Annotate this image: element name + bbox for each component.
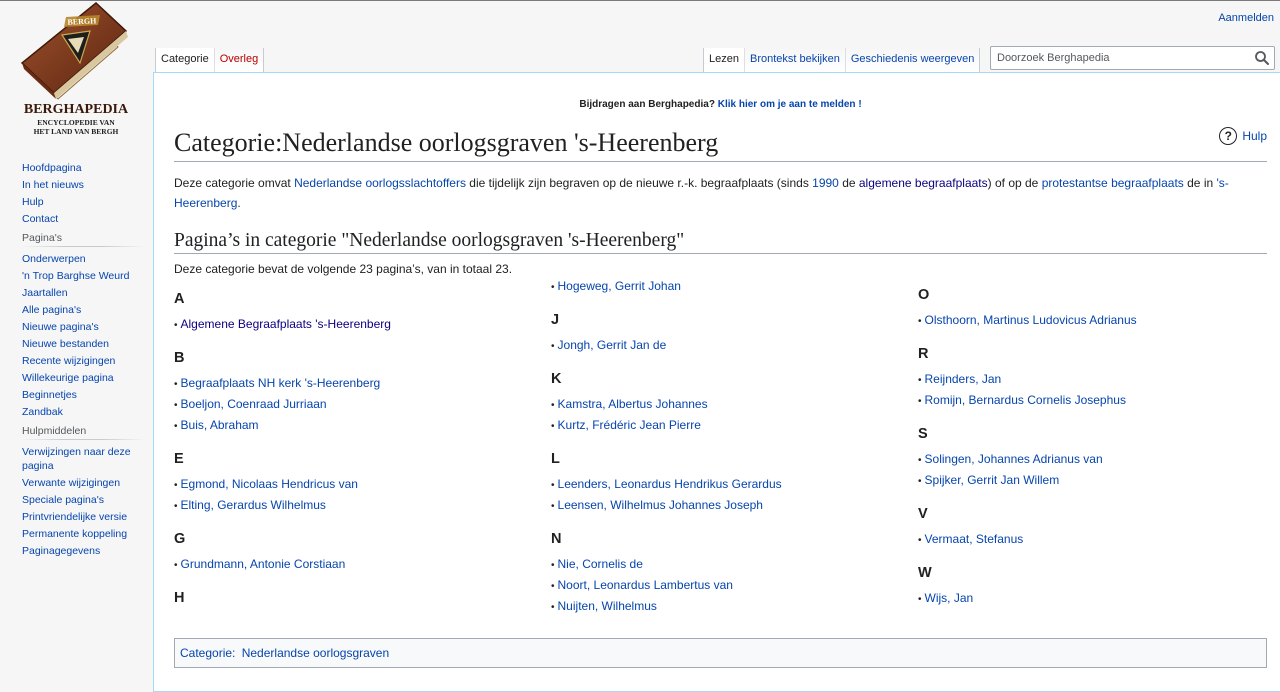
- tab-read[interactable]: Lezen: [703, 48, 744, 72]
- intro-text: de: [838, 176, 859, 191]
- intro-text: .: [237, 196, 241, 211]
- letter-heading: O: [918, 287, 930, 304]
- sidebar-item[interactable]: 'n Trop Barghse Weurd: [22, 270, 130, 282]
- letter-heading: G: [174, 531, 186, 548]
- category-member-link[interactable]: • Vermaat, Stefanus: [918, 529, 1137, 550]
- letter-heading: V: [918, 506, 928, 523]
- category-member-link[interactable]: • Leensen, Wilhelmus Johannes Joseph: [551, 495, 782, 516]
- category-description: [174, 173, 1267, 213]
- site-notice-link[interactable]: Klik hier om je aan te melden !: [717, 99, 862, 110]
- tab-talk[interactable]: Overleg: [214, 48, 265, 72]
- category-member-link[interactable]: • Egmond, Nicolaas Hendricus van: [174, 474, 391, 495]
- category-member-link[interactable]: • Solingen, Johannes Adrianus van: [918, 449, 1137, 470]
- category-columns: [174, 276, 1267, 616]
- sidebar-item[interactable]: Verwante wijzigingen: [22, 477, 121, 489]
- category-member-link[interactable]: • Jongh, Gerrit Jan de: [551, 335, 782, 356]
- namespace-tabs: [155, 48, 264, 72]
- sidebar-item[interactable]: Contact: [22, 213, 59, 225]
- sidebar: [0, 161, 153, 564]
- category-member-link[interactable]: • Hogeweg, Gerrit Johan: [551, 276, 782, 297]
- category-member-link[interactable]: • Algemene Begraafplaats 's-Heerenberg: [174, 314, 391, 335]
- sidebar-item[interactable]: Paginagegevens: [22, 545, 101, 557]
- sidebar-item[interactable]: Beginnetjes: [22, 389, 77, 401]
- category-column: [918, 286, 1137, 609]
- site-notice: [174, 99, 1267, 110]
- sidebar-pages: [0, 232, 153, 419]
- svg-text:ENCYCLOPEDIE VAN: ENCYCLOPEDIE VAN: [37, 118, 115, 127]
- category-member-link[interactable]: • Romijn, Bernardus Cornelis Josephus: [918, 390, 1137, 411]
- sidebar-item[interactable]: Verwijzingen naar deze pagina: [22, 446, 131, 472]
- page-title: Categorie:Nederlandse oorlogsgraven 's-Heerenberg: [174, 126, 1267, 162]
- sidebar-navigation: [0, 161, 153, 226]
- help-indicator[interactable]: [1219, 127, 1267, 145]
- svg-text:BERGH: BERGH: [67, 16, 97, 27]
- category-member-link[interactable]: • Spijker, Gerrit Jan Willem: [918, 470, 1137, 491]
- sidebar-item[interactable]: Zandbak: [22, 406, 63, 418]
- view-tabs: [703, 48, 980, 72]
- book-logo-icon: [0, 1, 153, 146]
- category-member-link[interactable]: • Elting, Gerardus Wilhelmus: [174, 495, 391, 516]
- search-box: [990, 46, 1275, 70]
- site-notice-text: Bijdragen aan Berghapedia?: [579, 99, 715, 110]
- letter-heading: S: [918, 426, 928, 443]
- letter-heading: B: [174, 350, 185, 367]
- personal-tools: [1218, 12, 1274, 24]
- letter-heading: A: [174, 291, 185, 308]
- letter-heading: W: [918, 565, 932, 582]
- sidebar-tools: [0, 425, 153, 558]
- sidebar-heading: Pagina's: [22, 232, 145, 247]
- category-member-link[interactable]: • Buis, Abraham: [174, 415, 391, 436]
- category-member-link[interactable]: • Kurtz, Frédéric Jean Pierre: [551, 415, 782, 436]
- category-member-link[interactable]: • Nie, Cornelis de: [551, 554, 782, 575]
- letter-heading: K: [551, 371, 562, 388]
- intro-text: die tijdelijk zijn begraven op de nieuwe r.-k. begraafplaats (sinds: [465, 176, 813, 191]
- letter-heading: J: [551, 312, 560, 329]
- intro-link[interactable]: 's-Heerenberg: [174, 176, 1229, 211]
- category-member-link[interactable]: • Begraafplaats NH kerk 's-Heerenberg: [174, 373, 391, 394]
- search-input[interactable]: [991, 47, 1241, 69]
- sidebar-item[interactable]: Jaartallen: [22, 287, 68, 299]
- letter-heading: L: [551, 451, 560, 468]
- letter-heading: E: [174, 451, 184, 468]
- catlinks-label[interactable]: Categorie:: [180, 646, 236, 660]
- sidebar-item[interactable]: Willekeurige pagina: [22, 372, 114, 384]
- sidebar-item[interactable]: Onderwerpen: [22, 253, 86, 265]
- intro-link[interactable]: algemene begraafplaats: [858, 176, 988, 191]
- sidebar-item[interactable]: Nieuwe bestanden: [22, 338, 109, 350]
- tab-history[interactable]: Geschiedenis weergeven: [845, 48, 981, 72]
- page-count: Deze categorie bevat de volgende 23 pagina’s, van in totaal 23.: [174, 262, 513, 277]
- sidebar-item[interactable]: Recente wijzigingen: [22, 355, 116, 367]
- category-column: [174, 290, 391, 607]
- intro-link[interactable]: 1990: [812, 176, 839, 191]
- svg-text:BERGHAPEDIA: BERGHAPEDIA: [23, 102, 129, 117]
- sidebar-item[interactable]: Speciale pagina's: [22, 494, 104, 506]
- site-logo[interactable]: [0, 1, 153, 146]
- letter-heading: N: [551, 531, 562, 548]
- login-link[interactable]: Aanmelden: [1218, 12, 1274, 24]
- search-icon[interactable]: [1254, 50, 1270, 66]
- svg-text:HET LAND VAN BERGH: HET LAND VAN BERGH: [33, 127, 119, 136]
- sidebar-item[interactable]: Permanente koppeling: [22, 528, 128, 540]
- letter-heading: R: [918, 346, 929, 363]
- category-member-link[interactable]: • Grundmann, Antonie Corstiaan: [174, 554, 391, 575]
- category-member-link[interactable]: • Nuijten, Wilhelmus: [551, 596, 782, 617]
- section-heading: Pagina’s in categorie "Nederlandse oorlogsgraven 's-Heerenberg": [174, 230, 1267, 254]
- intro-text: Deze categorie omvat: [174, 176, 295, 191]
- sidebar-item[interactable]: Printvriendelijke versie: [22, 511, 128, 523]
- category-member-link[interactable]: • Leenders, Leonardus Hendrikus Gerardus: [551, 474, 782, 495]
- tab-category[interactable]: Categorie: [155, 48, 214, 72]
- intro-text: de in: [1183, 176, 1217, 191]
- sidebar-heading: Hulpmiddelen: [22, 425, 145, 440]
- category-column: [551, 276, 782, 617]
- help-link[interactable]: Hulp: [1242, 129, 1267, 143]
- main-content: [153, 72, 1280, 692]
- sidebar-item[interactable]: Nieuwe pagina's: [22, 321, 99, 333]
- category-member-link[interactable]: • Boeljon, Coenraad Jurriaan: [174, 394, 391, 415]
- category-member-link[interactable]: • Wijs, Jan: [918, 588, 1137, 609]
- sidebar-item[interactable]: Hoofdpagina: [22, 162, 82, 174]
- category-links: [174, 638, 1267, 668]
- category-member-link[interactable]: • Noort, Leonardus Lambertus van: [551, 575, 782, 596]
- category-member-link[interactable]: • Reijnders, Jan: [918, 369, 1137, 390]
- category-member-link[interactable]: • Kamstra, Albertus Johannes: [551, 394, 782, 415]
- category-member-link[interactable]: • Olsthoorn, Martinus Ludovicus Adrianus: [918, 310, 1137, 331]
- letter-heading: H: [174, 590, 185, 607]
- sidebar-item[interactable]: Alle pagina's: [22, 304, 82, 316]
- sidebar-item[interactable]: In het nieuws: [22, 179, 84, 191]
- intro-text: ) of op de: [987, 176, 1042, 191]
- tab-view-source[interactable]: Brontekst bekijken: [744, 48, 845, 72]
- catlinks-link[interactable]: Nederlandse oorlogsgraven: [241, 646, 390, 660]
- sidebar-item[interactable]: Hulp: [22, 196, 44, 208]
- intro-link[interactable]: Nederlandse oorlogsslachtoffers: [294, 176, 466, 191]
- intro-link[interactable]: protestantse begraafplaats: [1041, 176, 1184, 191]
- help-icon: ?: [1219, 127, 1237, 145]
